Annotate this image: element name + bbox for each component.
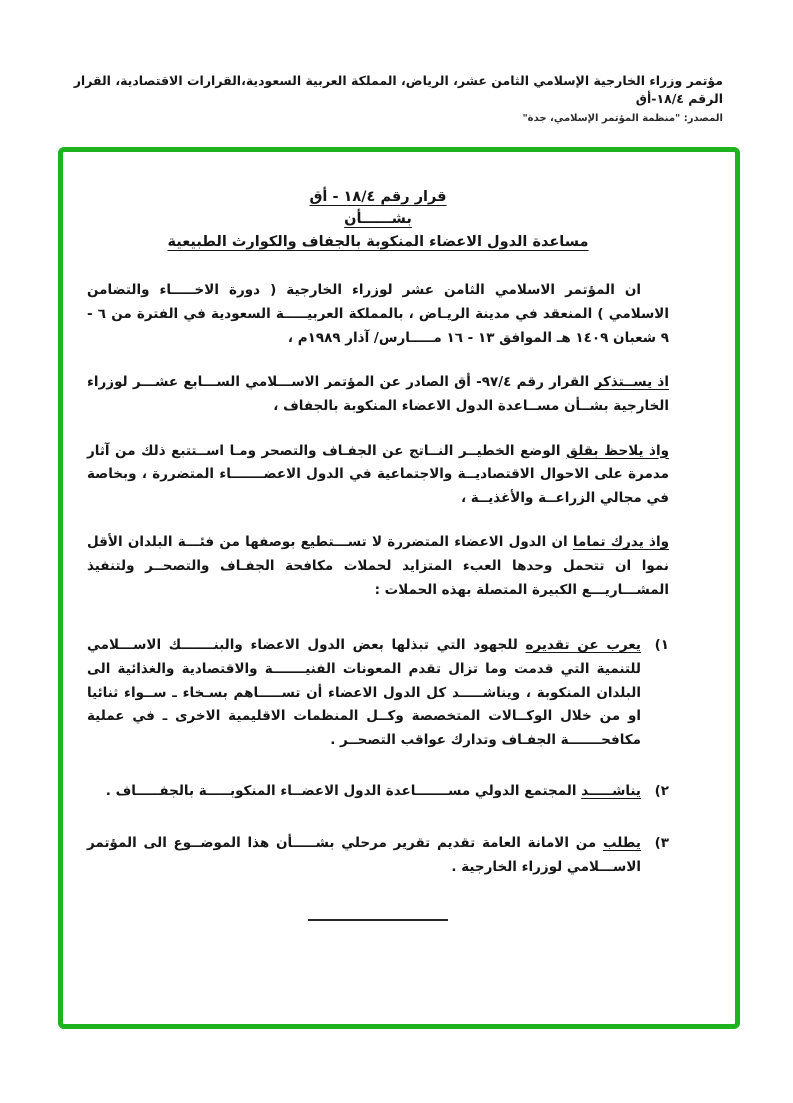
item-number: ٢) bbox=[654, 783, 669, 800]
operative-paragraphs bbox=[87, 634, 669, 879]
document-source-header bbox=[66, 72, 723, 124]
noting-clause bbox=[87, 440, 669, 511]
paragraph-text: ان الدول الاعضاء المتضررة لا تســـتطيع بوصفها من فئـــة البلدان الأقل نموا ان تتحمل وحدها العبء المتزايد لحملات مكافحة الجفـاف والتصحــر ولتنفيذ المشـــاريـــع الكبيرة المتصلة بهذه الحملات : bbox=[87, 534, 669, 598]
item-lead: يعرب عن تقديره bbox=[525, 637, 641, 654]
item-number: ١) bbox=[654, 637, 669, 654]
item-text bbox=[87, 780, 641, 804]
operative-item-2 bbox=[87, 780, 669, 804]
green-border-frame bbox=[58, 147, 740, 1029]
paragraph-text: ان المؤتمر الاسلامي الثامن عشر لوزراء الخارجية ( دورة الاخـــــاء والتضامن الاسلامي ) المنعقد في مدينة الريـاض ، بالمملكة العربيـــــة السعودية في الفترة من ٦ - ٩ شعبان ١٤٠٩ هـ الموافق ١٣ - ١٦ مـــــارس/ آذار ١٩٨٩م ، bbox=[87, 282, 669, 346]
paragraph-text: القرار رقم ٩٧/٤- أق الصادر عن المؤتمر الاســـلامي الســـابع عشـــر لوزراء الخارجية بشــأن مســاعدة الدول الاعضاء المنكوبة بالجفاف ، bbox=[87, 374, 669, 414]
item-number: ٣) bbox=[654, 835, 669, 852]
item-text bbox=[87, 634, 641, 752]
item-lead: يناشـــــد bbox=[581, 783, 641, 800]
operative-item-3 bbox=[87, 832, 669, 879]
closing-divider bbox=[308, 919, 448, 921]
item-body: للجهود التي تبذلها بعض الدول الاعضاء والبنـــــــك الاســـلامي للتنمية التي قدمت وما تزال تقدم المعونات الفنيـــــــة والاقتصادية والغذائية الى البلدان المنكوبة ، ويناشـــــد كل الدول الاعضاء أن تســـــاهم بسـخاء ـ ســواء ثنائيا او من خلال الوكــالات المتخصصة وكــل المنظمات الاقليمية الاخرى ـ في عملية مكافحـــــــة الجفـاف وتدارك عواقب التصحــر . bbox=[87, 637, 641, 748]
recognizing-clause bbox=[87, 531, 669, 602]
item-text bbox=[87, 832, 641, 879]
document-body bbox=[63, 152, 735, 921]
item-body: من الامانة العامة تقديم تقرير مرحلي بشـــــأن هذا الموضــوع الى المؤتمر الاســـلامي لوزراء الخارجية . bbox=[87, 835, 641, 875]
paragraph-text: الوضع الخطيــر النــاتج عن الجفـاف والتصحر ومـا اســتتبع ذلك من آثار مدمرة على الاحوال الاقتصاديــة والاجتماعية في الدول الاعضـــــــاء المتضررة ، وبخاصة في مجالي الزراعــة والأغذيــة ، bbox=[87, 442, 669, 506]
resolution-number-title: قرار رقم ١٨/٤ - أق bbox=[309, 189, 447, 205]
resolution-subject-title: مساعدة الدول الاعضاء المنكوبة بالجفاف والكوارث الطبيعية bbox=[167, 233, 589, 250]
item-lead: يطلب bbox=[602, 835, 641, 852]
regarding-label: بشــــــأن bbox=[344, 211, 412, 228]
operative-item-1 bbox=[87, 634, 669, 752]
recalling-clause bbox=[87, 371, 669, 418]
preamble-paragraph bbox=[87, 279, 669, 350]
clause-lead: واذ يلاحظ بقلق bbox=[566, 442, 669, 459]
clause-lead: واذ يدرك تماما bbox=[572, 534, 669, 551]
clause-lead: اذ يســتذكر bbox=[594, 374, 669, 391]
item-body: المجتمع الدولي مســـــــاعدة الدول الاعضــاء المنكوبـــــة بالجفـــــاف . bbox=[105, 783, 582, 800]
header-source-line: المصدر: "منظمة المؤتمر الإسلامي، جدة" bbox=[522, 113, 723, 124]
resolution-title-block bbox=[87, 186, 669, 253]
header-citation-line: مؤتمر وزراء الخارجية الإسلامي الثامن عشر، الرياض، المملكة العربية السعودية،القرارات الاقتصادية، القرار الرقم ١٨/٤-أق bbox=[73, 73, 723, 106]
